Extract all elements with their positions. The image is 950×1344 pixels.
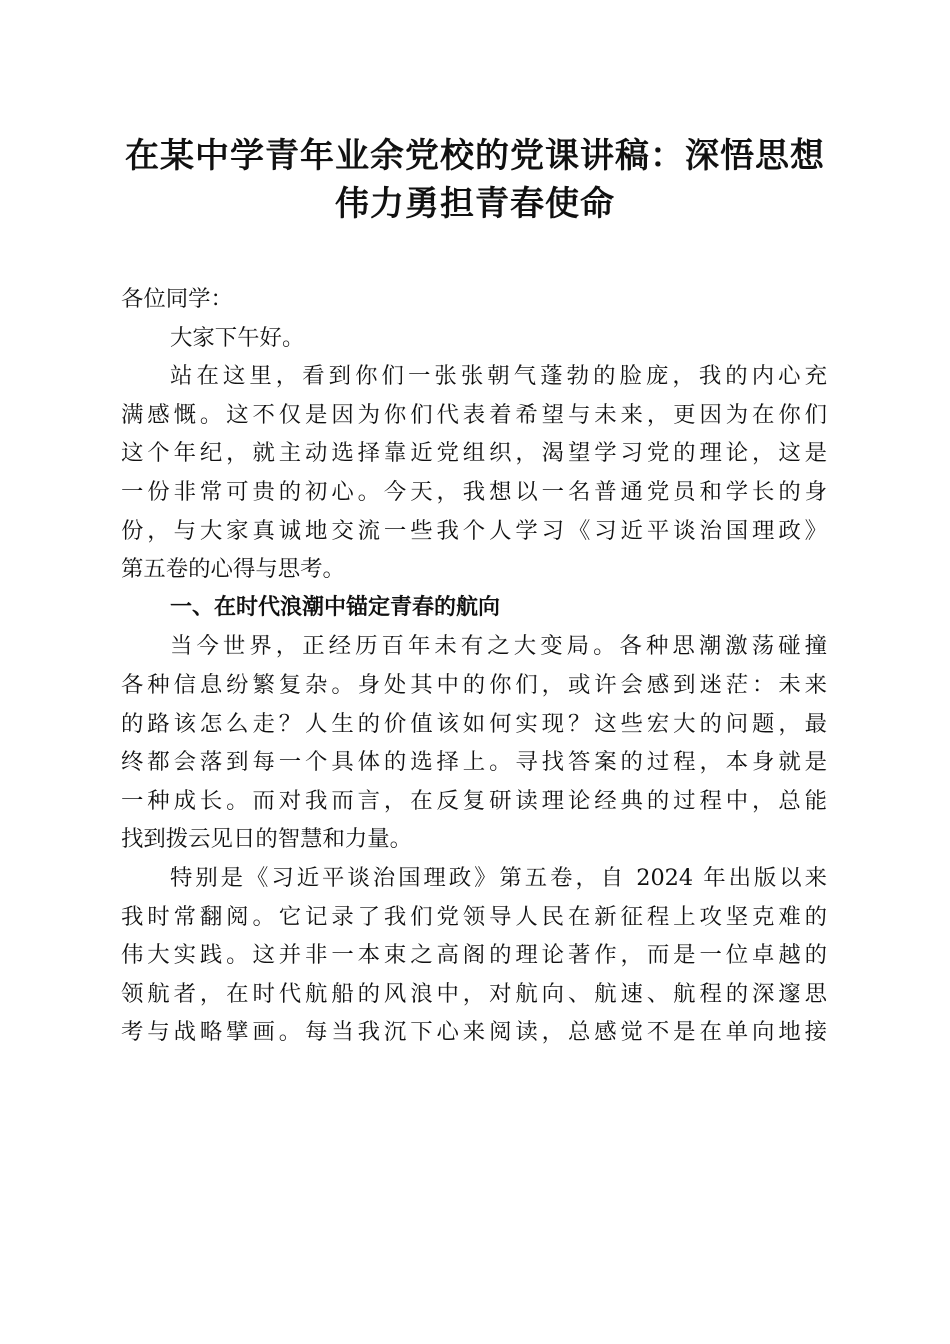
paragraph-line: 一份非常可贵的初心。今天，我想以一名普通党员和学长的身 (121, 478, 827, 505)
paragraph-line: 的路该怎么走？人生的价值该如何实现？这些宏大的问题，最 (121, 710, 827, 737)
paragraph-2 (121, 627, 827, 859)
paragraph-line: 我时常翻阅。它记录了我们党领导人民在新征程上攻坚克难的 (121, 903, 827, 930)
section-heading (121, 589, 827, 628)
paragraph-line: 各种信息纷繁复杂。身处其中的你们，或许会感到迷茫：未来 (121, 671, 827, 698)
paragraph-line: 满感慨。这不仅是因为你们代表着希望与未来，更因为在你们 (121, 401, 827, 428)
title-line: 伟力勇担青春使命 (335, 184, 615, 224)
greeting-text: 大家下午好。 (170, 324, 305, 351)
paragraph-line: 考与战略擘画。每当我沉下心来阅读，总感觉不是在单向地接 (121, 1019, 827, 1046)
paragraph-line: 领航者，在时代航船的风浪中，对航向、航速、航程的深邃思 (121, 980, 827, 1007)
paragraph-line: 当今世界，正经历百年未有之大变局。各种思潮激荡碰撞 (170, 633, 827, 660)
salutation (121, 280, 827, 319)
paragraph-line: 特别是《习近平谈治国理政》第五卷，自 2024 年出版以来 (170, 864, 827, 891)
document-title (100, 132, 850, 228)
salutation-text: 各位同学： (121, 286, 233, 312)
document-body (121, 280, 827, 1052)
paragraph-line: 伟大实践。这并非一本束之高阁的理论著作，而是一位卓越的 (121, 942, 827, 969)
section-heading-text: 一、在时代浪潮中锚定青春的航向 (170, 594, 501, 620)
paragraph-line: 这个年纪，就主动选择靠近党组织，渴望学习党的理论，这是 (121, 440, 827, 467)
paragraph-line: 第五卷的心得与思考。 (121, 556, 345, 583)
paragraph-line: 找到拨云见日的智慧和力量。 (121, 826, 413, 853)
paragraph-3 (121, 859, 827, 1052)
paragraph-line: 一种成长。而对我而言，在反复研读理论经典的过程中，总能 (121, 787, 827, 814)
paragraph-1 (121, 357, 827, 589)
paragraph-line: 份，与大家真诚地交流一些我个人学习《习近平谈治国理政》 (121, 517, 827, 544)
paragraph-line: 站在这里，看到你们一张张朝气蓬勃的脸庞，我的内心充 (170, 363, 827, 390)
title-line: 在某中学青年业余党校的党课讲稿：深悟思想 (125, 136, 825, 176)
greeting (121, 319, 827, 358)
paragraph-line: 终都会落到每一个具体的选择上。寻找答案的过程，本身就是 (121, 749, 827, 776)
